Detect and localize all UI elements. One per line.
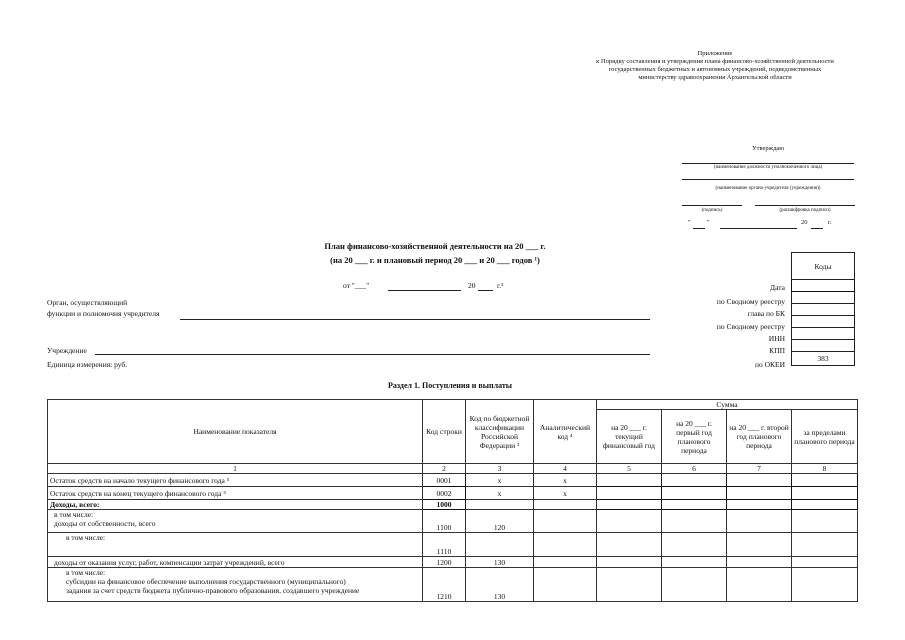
appendix-block bbox=[560, 50, 870, 82]
row-name-sub: в том числе: bbox=[66, 568, 106, 577]
approval-year-suffix: г. bbox=[828, 219, 832, 226]
income-expenditure-table bbox=[47, 399, 858, 602]
header-sum: Сумма bbox=[597, 400, 858, 410]
caption-decode: (расшифровка подписи) bbox=[779, 208, 831, 213]
row-value bbox=[662, 568, 727, 602]
caption-signature: (подпись) bbox=[701, 208, 723, 213]
row-value bbox=[727, 474, 792, 487]
header-code: Код строки bbox=[423, 400, 466, 464]
header-col8: за пределами планового периода bbox=[792, 410, 858, 464]
row-value bbox=[662, 510, 727, 533]
row-value bbox=[792, 510, 858, 533]
code-label-inn: ИНН bbox=[768, 334, 785, 343]
row-code: 1210 bbox=[423, 568, 466, 602]
code-okei: 383 bbox=[792, 352, 855, 366]
codes-header: Коды bbox=[792, 253, 855, 280]
code-date bbox=[792, 280, 855, 292]
row-value bbox=[597, 500, 662, 510]
plan-year-line bbox=[478, 290, 493, 291]
row-value bbox=[597, 474, 662, 487]
code-label-registry: по Сводному реестру bbox=[716, 297, 785, 306]
row-value bbox=[792, 474, 858, 487]
row-analytic bbox=[534, 568, 597, 602]
section-title: Раздел 1. Поступления и выплаты bbox=[387, 381, 513, 390]
row-value bbox=[597, 568, 662, 602]
row-value bbox=[792, 568, 858, 602]
code-label-kpp: КПП bbox=[769, 346, 785, 355]
table-row bbox=[48, 510, 858, 533]
position-line bbox=[682, 163, 854, 164]
col-num: 8 bbox=[792, 464, 858, 474]
row-name bbox=[48, 510, 423, 533]
header-bk: Код по бюджетной классификации Российской Федерации ³ bbox=[466, 400, 534, 464]
row-name: доходы от оказания услуг, работ, компенсации затрат учреждений, всего bbox=[48, 557, 423, 568]
row-name-main: доходы от собственности, всего bbox=[54, 519, 156, 528]
row-value bbox=[727, 533, 792, 557]
row-value bbox=[727, 500, 792, 510]
row-code: 1200 bbox=[423, 557, 466, 568]
row-value bbox=[597, 487, 662, 500]
approval-title: Утверждаю bbox=[752, 145, 785, 152]
table-row bbox=[48, 487, 858, 500]
code-label-date: Дата bbox=[770, 283, 785, 292]
row-bk bbox=[466, 533, 534, 557]
institution-line bbox=[95, 354, 650, 355]
plan-month-line bbox=[388, 290, 461, 291]
row-name-line: задания за счет средств бюджета публично-правового образования, создавшего учреждение bbox=[66, 586, 360, 595]
plan-date-suffix: г.² bbox=[497, 281, 504, 290]
appendix-line: к Порядку составления и утверждения плана финансово-хозяйственной деятельности bbox=[596, 58, 834, 65]
row-value bbox=[792, 533, 858, 557]
row-value bbox=[792, 500, 858, 510]
row-value bbox=[727, 568, 792, 602]
row-code: 0002 bbox=[423, 487, 466, 500]
table-row bbox=[48, 568, 858, 602]
row-value bbox=[662, 500, 727, 510]
decode-line bbox=[755, 205, 855, 206]
table-row bbox=[48, 474, 858, 487]
plan-date-from: от "___" bbox=[343, 281, 370, 290]
appendix-title: Приложение bbox=[697, 50, 733, 57]
header-analytic: Аналитический код ⁴ bbox=[534, 400, 597, 464]
row-name: Остаток средств на начало текущего финансового года ⁵ bbox=[48, 474, 423, 487]
organ-line bbox=[180, 319, 650, 320]
code-bk bbox=[792, 304, 855, 316]
row-value bbox=[792, 557, 858, 568]
document-subtitle: (на 20 ___ г. и плановый период 20 ___ и 20 ___ годов ¹) bbox=[330, 255, 540, 265]
col-num: 7 bbox=[727, 464, 792, 474]
table-row bbox=[48, 557, 858, 568]
appendix-line: министерству здравоохранения Архангельской области bbox=[638, 74, 792, 81]
col-num: 6 bbox=[662, 464, 727, 474]
row-analytic bbox=[534, 533, 597, 557]
row-value bbox=[792, 487, 858, 500]
code-kpp bbox=[792, 340, 855, 352]
col-num: 5 bbox=[597, 464, 662, 474]
row-value bbox=[727, 487, 792, 500]
table-row bbox=[48, 500, 858, 510]
row-value bbox=[727, 510, 792, 533]
row-value bbox=[727, 557, 792, 568]
code-registry-2 bbox=[792, 316, 855, 328]
row-value bbox=[662, 533, 727, 557]
col-num: 2 bbox=[423, 464, 466, 474]
col-num: 3 bbox=[466, 464, 534, 474]
header-name: Наименование показателя bbox=[48, 400, 423, 464]
row-name: в том числе: bbox=[48, 533, 423, 557]
row-analytic bbox=[534, 557, 597, 568]
row-code: 1100 bbox=[423, 510, 466, 533]
row-code: 1000 bbox=[423, 500, 466, 510]
row-name bbox=[48, 568, 423, 602]
header-col5: на 20 ___ г. текущий финансовый год bbox=[597, 410, 662, 464]
row-name: Остаток средств на конец текущего финансового года ⁵ bbox=[48, 487, 423, 500]
table-row bbox=[48, 533, 858, 557]
col-num: 1 bbox=[48, 464, 423, 474]
org-line bbox=[682, 179, 854, 180]
code-inn bbox=[792, 328, 855, 340]
row-bk: 120 bbox=[466, 510, 534, 533]
approval-date-open: " bbox=[688, 219, 691, 226]
row-analytic: x bbox=[534, 487, 597, 500]
row-value bbox=[662, 487, 727, 500]
row-bk: x bbox=[466, 487, 534, 500]
organ-label-2: функции и полномочия учредителя bbox=[47, 309, 160, 318]
signature-line bbox=[682, 205, 742, 206]
row-bk: 130 bbox=[466, 568, 534, 602]
row-analytic: x bbox=[534, 474, 597, 487]
approval-year: 20 bbox=[801, 219, 808, 226]
row-value bbox=[597, 533, 662, 557]
approval-month-line bbox=[720, 228, 797, 229]
row-value bbox=[662, 557, 727, 568]
row-analytic bbox=[534, 500, 597, 510]
row-bk: 130 bbox=[466, 557, 534, 568]
row-name-sub: в том числе: bbox=[54, 510, 94, 519]
organ-label: Орган, осуществляющий bbox=[47, 298, 128, 307]
code-label-registry-2: по Сводному реестру bbox=[716, 322, 785, 331]
unit-label: Единица измерения: руб. bbox=[47, 360, 128, 369]
document-title: План финансово-хозяйственной деятельности на 20 ___ г. bbox=[324, 241, 546, 251]
row-code: 1110 bbox=[423, 533, 466, 557]
appendix-line: государственных бюджетных и автономных учреждений, подведомственных bbox=[608, 66, 822, 73]
code-registry bbox=[792, 292, 855, 304]
row-bk: x bbox=[466, 474, 534, 487]
approval-year-line bbox=[811, 228, 823, 229]
header-col6: на 20 ___ г. первый год планового периода bbox=[662, 410, 727, 464]
header-col7: на 20 ___ г. второй год планового периода bbox=[727, 410, 792, 464]
code-label-okei: по ОКЕИ bbox=[754, 360, 785, 369]
col-num: 4 bbox=[534, 464, 597, 474]
plan-date-year: 20 bbox=[468, 281, 476, 290]
row-value bbox=[597, 557, 662, 568]
caption-position: (наименование должности уполномоченного лица) bbox=[713, 165, 823, 170]
approval-day-line bbox=[693, 228, 705, 229]
row-bk bbox=[466, 500, 534, 510]
row-name: Доходы, всего: bbox=[48, 500, 423, 510]
code-label-bk: глава по БК bbox=[747, 309, 785, 318]
row-analytic bbox=[534, 510, 597, 533]
row-value bbox=[597, 510, 662, 533]
row-value bbox=[662, 474, 727, 487]
row-name-line: субсидии на финансовое обеспечение выполнения государственного (муниципального) bbox=[66, 577, 346, 586]
codes-table bbox=[791, 252, 855, 366]
row-code: 0001 bbox=[423, 474, 466, 487]
caption-org: (наименование органа-учредителя (учреждения)) bbox=[715, 186, 821, 191]
approval-date-close: " bbox=[707, 219, 710, 226]
institution-label: Учреждение bbox=[47, 346, 87, 355]
